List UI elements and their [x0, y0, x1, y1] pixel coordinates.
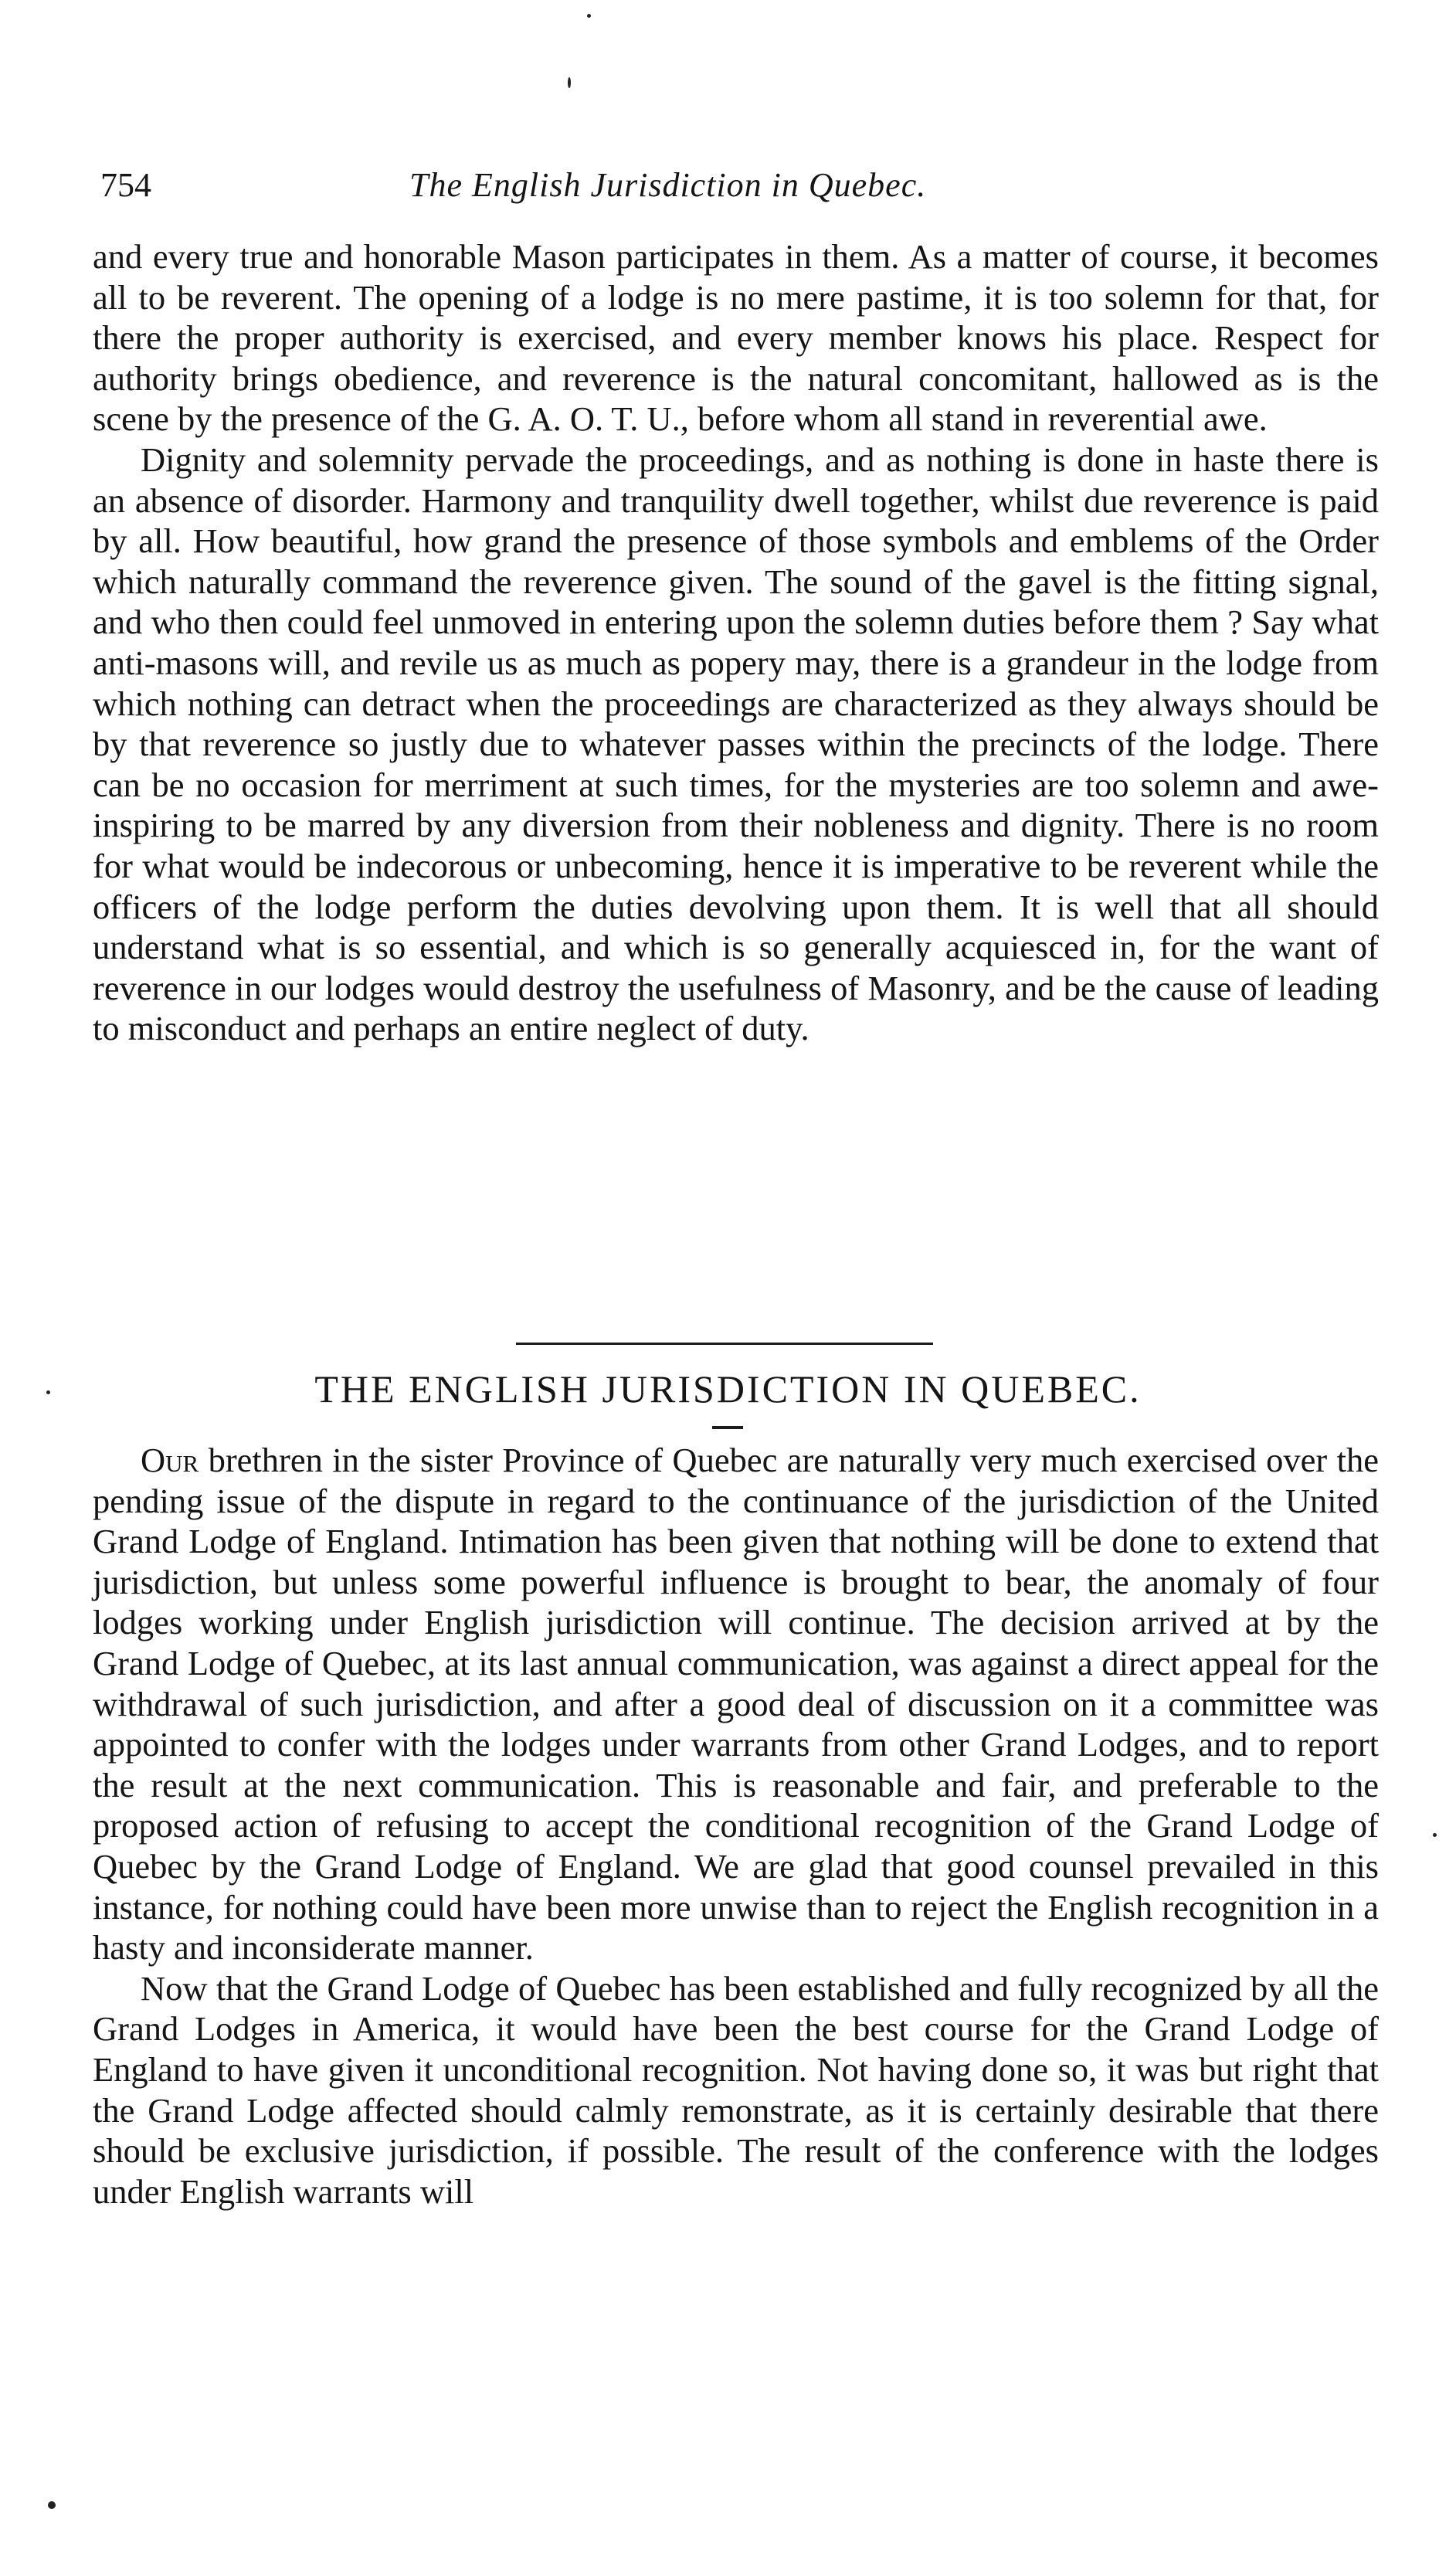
page-number: 754	[100, 166, 151, 204]
scan-speck	[48, 2501, 56, 2509]
article-paragraph: Now that the Grand Lodge of Quebec has been established and fully recognized by all the Grand Lodges in America, it would have been the best course for the Grand Lodge of England to have given it unconditional recognition. Not having done so, it was but right that the Grand Lodge affected should calmly remonstrate, as it is certainly desirable that there should be exclusive jurisdiction, if possible. The result of the conference with the lodges under English warrants will	[93, 1968, 1379, 2211]
continuation-paragraph: Dignity and solemnity pervade the proceedings, and as nothing is done in haste there is an absence of disorder. Harmony and tranquility dwell together, whilst due reverence is paid by all. How beautiful, how grand the presence of those symbols and emblems of the Order which naturally command the reverence given. The sound of the gavel is the fitting signal, and who then could feel unmoved in entering upon the solemn duties before them ? Say what anti-masons will, and revile us as much as popery may, there is a grandeur in the lodge from which nothing can detract when the proceedings are characterized as they always should be by that reverence so justly due to whatever passes within the precincts of the lodge. There can be no occasion for merriment at such times, for the mysteries are too solemn and awe-inspiring to be marred by any diversion from their nobleness and dignity. There is no room for what would be indecorous or unbecoming, hence it is imperative to be reverent while the officers of the lodge perform the duties devolving upon them. It is well that all should understand what is so essential, and which is so generally acquiesced in, for the want of reverence in our lodges would destroy the usefulness of Masonry, and be the cause of leading to misconduct and perhaps an entire neglect of duty.	[93, 440, 1379, 1048]
article-paragraph	[93, 1440, 1379, 1968]
section-divider	[516, 1343, 933, 1345]
article-paragraph-text: brethren in the sister Province of Quebec are naturally very much exercised over the pending issue of the dispute in regard to the continuance of the jurisdiction of the United Grand Lodge of England. Intimation has been given that nothing will be done to extend that jurisdiction, but unless some powerful influence is brought to bear, the anomaly of four lodges working under English jurisdiction will continue. The decision arrived at by the Grand Lodge of Quebec, at its last annual communication, was against a direct appeal for the withdrawal of such jurisdiction, and after a good deal of discussion on it a committee was appointed to confer with the lodges under warrants from other Grand Lodges, and to report the result at the next communication. This is reasonable and fair, and preferable to the proposed action of refusing to accept the conditional recognition of the Grand Lodge of Quebec by the Grand Lodge of England. We are glad that good counsel prevailed in this instance, for nothing could have been more unwise than to reject the English recognition in a hasty and inconsiderate manner.	[93, 1441, 1379, 1967]
page-header	[100, 162, 1367, 209]
running-title: The English Jurisdiction in Quebec.	[409, 166, 927, 204]
title-dash	[712, 1426, 743, 1429]
article-title: THE ENGLISH JURISDICTION IN QUEBEC.	[314, 1367, 1142, 1411]
continuation-paragraph: and every true and honorable Mason participates in them. As a matter of course, it becomes all to be reverent. The opening of a lodge is no mere pastime, it is too solemn for that, for there the proper authority is exercised, and every member knows his place. Respect for authority brings obedience, and reverence is the natural concomitant, hallowed as is the scene by the presence of the G. A. O. T. U., before whom all stand in reverential awe.	[93, 237, 1379, 439]
scan-speck	[1433, 1833, 1437, 1837]
article-body	[93, 1440, 1379, 2212]
lead-word: Our	[141, 1441, 199, 1479]
previous-article-continuation	[93, 236, 1379, 1049]
scan-speck	[568, 77, 571, 88]
scan-speck	[587, 14, 591, 18]
